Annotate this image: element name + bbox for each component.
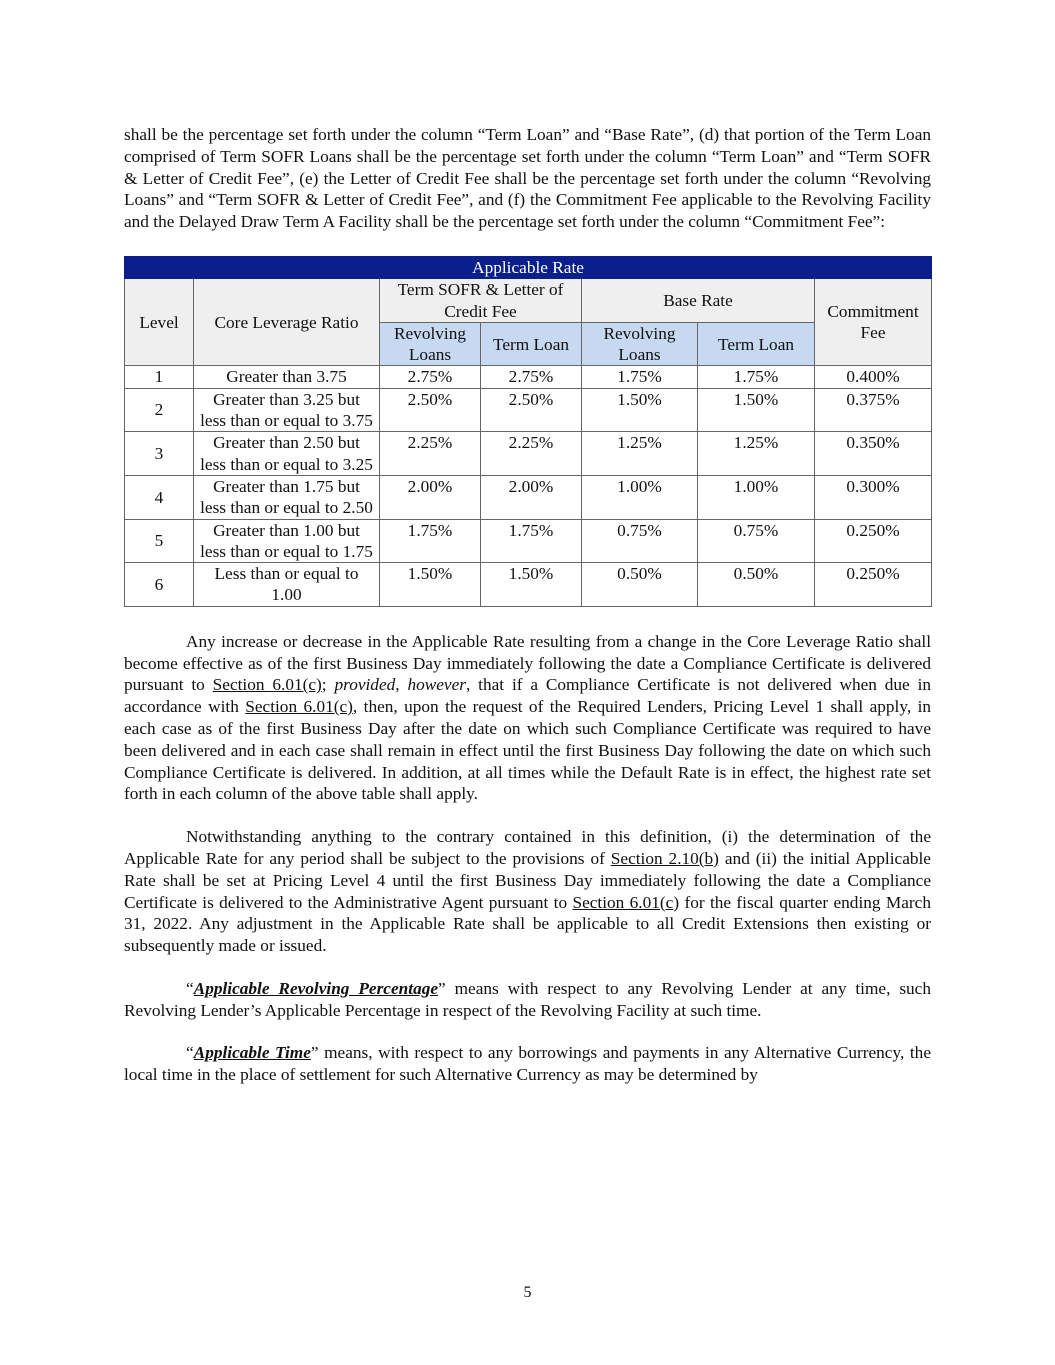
header-revolving-loans-sofr: Revolving Loans [380, 322, 481, 366]
ratio-cell: Less than or equal to 1.00 [194, 563, 380, 607]
text-run: , that if a Compliance Certificate is not delivered when due in accordance with [124, 675, 932, 717]
commitment-fee-cell: 0.300% [815, 475, 932, 519]
base-revolving-cell: 0.50% [582, 563, 698, 607]
sofr-term-cell: 2.00% [481, 475, 582, 519]
base-term-cell: 1.00% [698, 475, 815, 519]
sofr-term-cell: 1.75% [481, 519, 582, 563]
commitment-fee-cell: 0.250% [815, 563, 932, 607]
text-run: , then, upon the request of the Required Lenders, Pricing Level 1 shall apply, in each case as of the first Business Day after the date on which such Compliance Certificate was required to have been delivered and in each case shall remain in effect until the first Business Day following the date on which such Compliance Certificate is delivered. In addition, at all times while the Default Rate is in effect, the highest rate set forth in each column of the above table shall apply. [124, 697, 932, 804]
section-reference: Section 6.01(c) [572, 892, 680, 912]
level-cell: 1 [125, 366, 194, 388]
sofr-revolving-cell: 1.75% [380, 519, 481, 563]
table-row [125, 519, 932, 563]
sofr-term-cell: 2.50% [481, 388, 582, 432]
text-run: , [395, 675, 408, 695]
header-base-rate: Base Rate [582, 279, 815, 323]
applicable-revolving-percentage-definition [124, 978, 931, 1022]
base-term-cell: 0.50% [698, 563, 815, 607]
text-run: Any increase or decrease in the Applicable Rate resulting from a change in the Core Leverage Ratio shall become effective as of the first Business Day immediately following the date a Compliance Certificate is delivered pursuant to [124, 631, 931, 695]
sofr-term-cell: 2.25% [481, 432, 582, 476]
base-revolving-cell: 0.75% [582, 519, 698, 563]
base-term-cell: 1.75% [698, 366, 815, 388]
base-term-cell: 1.25% [698, 432, 815, 476]
text-run: for the fiscal quarter ending March 31, 2022. Any adjustment in the Applicable Rate shall be applicable to all Credit Extensions then existing or subsequently made or issued. [124, 892, 931, 956]
sofr-revolving-cell: 2.75% [380, 366, 481, 388]
base-revolving-cell: 1.75% [582, 366, 698, 388]
notwithstanding-paragraph [124, 826, 931, 957]
base-term-cell: 1.50% [698, 388, 815, 432]
however-term: however [407, 675, 466, 695]
page-number: 5 [523, 1284, 532, 1301]
document-page [124, 124, 931, 1086]
base-revolving-cell: 1.25% [582, 432, 698, 476]
ratio-cell: Greater than 3.75 [194, 366, 380, 388]
ratio-cell: Greater than 1.75 but less than or equal to 2.50 [194, 475, 380, 519]
section-reference: Section 2.10(b) [610, 848, 719, 868]
sofr-term-cell: 2.75% [481, 366, 582, 388]
text-run: and (ii) the initial Applicable Rate shall be set at Pricing Level 4 until the first Business Day immediately following the date a Compliance Certificate is delivered to the Administrative Agent pursuant to [124, 848, 931, 912]
definition-text: ” means with respect to any Revolving Lender at any time, such Revolving Lender’s Applicable Percentage in respect of the Revolving Facility at such time. [124, 978, 931, 1020]
ratio-cell: Greater than 2.50 but less than or equal to 3.25 [194, 432, 380, 476]
header-revolving-loans-base: Revolving Loans [582, 322, 698, 366]
header-term-loan-base: Term Loan [698, 322, 815, 366]
header-commitment-fee: Commitment Fee [815, 279, 932, 366]
header-term-sofr: Term SOFR & Letter of Credit Fee [380, 279, 582, 323]
level-cell: 3 [125, 432, 194, 476]
intro-paragraph: shall be the percentage set forth under the column “Term Loan” and “Base Rate”, (d) that portion of the Term Loan comprised of Term SOFR Loans shall be the percentage set forth under the column “Term Loan” and “Term SOFR & Letter of Credit Fee”, (e) the Letter of Credit Fee shall be the percentage set forth under the column “Revolving Loans” and “Term SOFR & Letter of Credit Fee”, and (f) the Commitment Fee applicable to the Revolving Facility and the Delayed Draw Term A Facility shall be the percentage set forth under the column “Commitment Fee”: [124, 125, 931, 232]
table-row [125, 432, 932, 476]
base-revolving-cell: 1.50% [582, 388, 698, 432]
sofr-revolving-cell: 2.25% [380, 432, 481, 476]
table-row [125, 388, 932, 432]
commitment-fee-cell: 0.250% [815, 519, 932, 563]
table-title: Applicable Rate [125, 256, 932, 278]
definition-text: ” means, with respect to any borrowings and payments in any Alternative Currency, the local time in the place of settlement for such Alternative Currency as may be determined by [124, 1043, 931, 1085]
sofr-revolving-cell: 1.50% [380, 563, 481, 607]
text-run: Notwithstanding anything to the contrary contained in this definition, (i) the determination of the Applicable Rate for any period shall be subject to the provisions of [124, 827, 931, 868]
sofr-revolving-cell: 2.50% [380, 388, 481, 432]
header-core-leverage-ratio: Core Leverage Ratio [194, 279, 380, 366]
level-cell: 5 [125, 519, 194, 563]
provided-term: provided [334, 675, 396, 695]
level-cell: 6 [125, 563, 194, 607]
table-row [125, 366, 932, 388]
text-run: ; [321, 675, 335, 695]
commitment-fee-cell: 0.350% [815, 432, 932, 476]
base-revolving-cell: 1.00% [582, 475, 698, 519]
ratio-cell: Greater than 1.00 but less than or equal to 1.75 [194, 519, 380, 563]
open-quote: “ [186, 1043, 194, 1063]
applicable-rate-table [124, 256, 932, 607]
sofr-revolving-cell: 2.00% [380, 475, 481, 519]
table-row [125, 475, 932, 519]
level-cell: 2 [125, 388, 194, 432]
rate-change-paragraph [124, 631, 931, 805]
commitment-fee-cell: 0.400% [815, 366, 932, 388]
section-reference: Section 6.01(c) [212, 675, 322, 695]
defined-term: Applicable Time [193, 1043, 311, 1063]
base-term-cell: 0.75% [698, 519, 815, 563]
sofr-term-cell: 1.50% [481, 563, 582, 607]
header-term-loan-sofr: Term Loan [481, 322, 582, 366]
commitment-fee-cell: 0.375% [815, 388, 932, 432]
header-level: Level [125, 279, 194, 366]
level-cell: 4 [125, 475, 194, 519]
defined-term: Applicable Revolving Percentage [193, 978, 439, 998]
applicable-time-definition [124, 1042, 931, 1086]
ratio-cell: Greater than 3.25 but less than or equal to 3.75 [194, 388, 380, 432]
table-row [125, 563, 932, 607]
section-reference: Section 6.01(c) [245, 697, 353, 717]
open-quote: “ [186, 978, 194, 998]
